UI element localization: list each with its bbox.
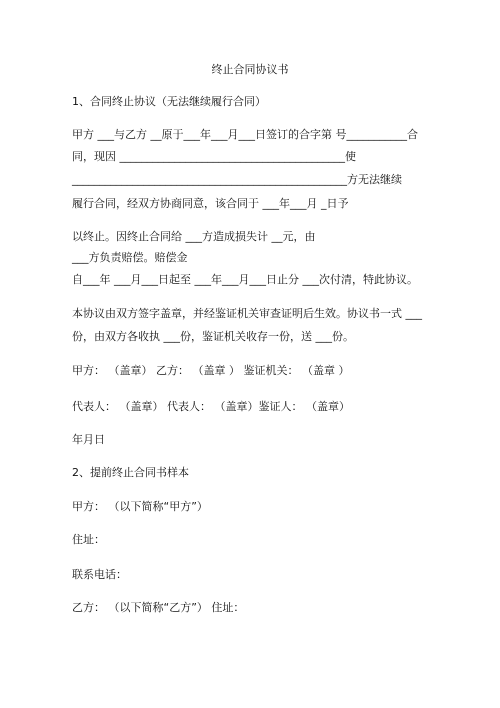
paragraph-line: 履行合同，经双方协商同意，该合同于 ___年___月 _日予	[72, 197, 349, 210]
address-line: 住址：	[72, 533, 105, 546]
date-line: 年月日	[72, 433, 105, 446]
representative-line: 代表人： （盖章） 代表人： （盖章）鉴证人： （盖章）	[72, 400, 350, 413]
document-title: 终止合同协议书	[211, 63, 289, 76]
paragraph-line: ___方负责赔偿。赔偿金	[72, 251, 188, 264]
paragraph-line: 本协议由双方签字盖章，并经鉴证机关审查证明后生效。协议书一式 ___	[72, 307, 422, 320]
party-a-line: 甲方： （以下简称“甲方”）	[72, 500, 208, 513]
paragraph-line: __________________________________________________方无法继续	[72, 173, 402, 186]
signature-line: 甲方： （盖章） 乙方： （盖章 ） 鉴证机关： （盖章 ）	[72, 364, 350, 377]
phone-line: 联系电话：	[72, 568, 127, 581]
paragraph-line: 自___年 ___月___日起至 ___年___月___日止分 ___次付清，特此协议。	[72, 273, 418, 286]
section1-heading: 1、合同终止协议（无法继续履行合同）	[72, 95, 266, 108]
party-b-line: 乙方： （以下简称“乙方”） 住址：	[72, 601, 245, 614]
paragraph-line: 甲方 ___与乙方 __原于___年___月___日签订的合字第 号___________合	[72, 128, 418, 141]
paragraph-line: 份，由双方各收执 ___份，鉴证机关收存一份，送 ___份。	[72, 330, 354, 343]
section2-heading: 2、提前终止合同书样本	[72, 466, 189, 479]
paragraph-line: 同，现因 _________________________________________使	[72, 150, 356, 163]
paragraph-line: 以终止。因终止合同给 ___方造成损失计 __元，由	[72, 230, 316, 243]
